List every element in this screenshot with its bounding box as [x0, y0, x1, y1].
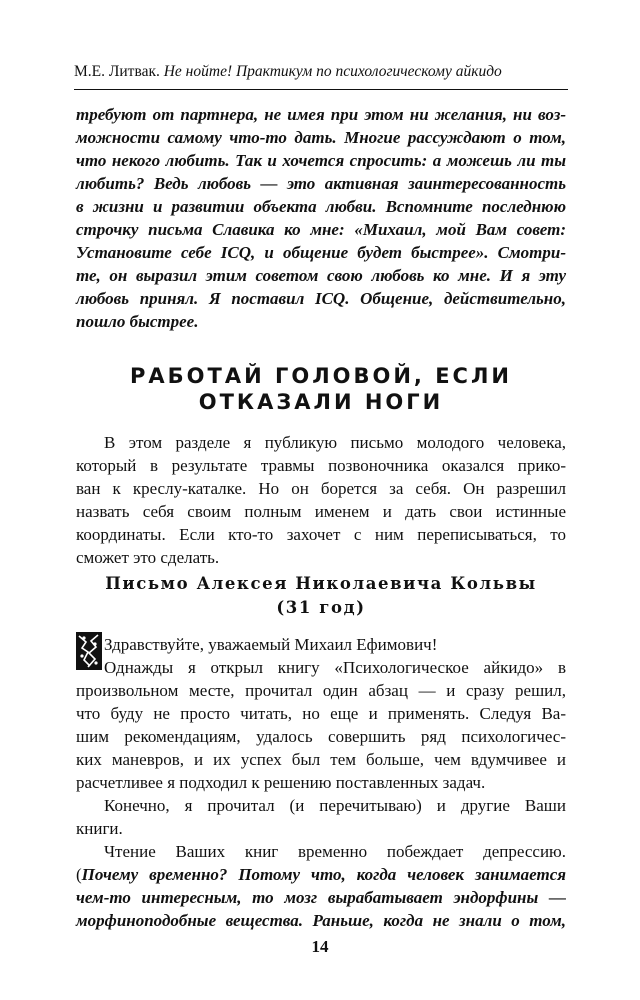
letter-heading-line: Письмо Алексея Николаевича Кольвы: [105, 574, 537, 593]
intro-line: требуют от партнера, не имея при этом ни желания, ни воз-: [76, 105, 566, 124]
intro-line: любовь принял. Я поставил ICQ. Общение, действительно,: [76, 289, 566, 308]
section-heading-line: РАБОТАЙ ГОЛОВОЙ, ЕСЛИ: [130, 364, 512, 388]
intro-line: Установите себе ICQ, и общение будет быстрее». Смотри-: [76, 243, 566, 262]
letter-line: расчетливее я подходил к решению поставленных задач.: [76, 773, 486, 792]
running-header: [74, 62, 568, 82]
section-line: назвать себя своим полным именем и дать свои истинные: [76, 502, 566, 521]
page-number: 14: [311, 937, 329, 956]
letter-line: Однажды я открыл книгу «Психологическое айкидо» в: [104, 658, 566, 677]
section-line: В этом разделе я публикую письмо молодого человека,: [104, 433, 566, 452]
letter-line: книги.: [76, 819, 123, 838]
intro-line: те, он выразил этим советом свою любовь ко мне. И я эту: [76, 266, 566, 285]
letter-italic-line: чем-то интересным, то мозг вырабатывает эндорфины —: [76, 888, 566, 907]
letter-line: что буду не просто читать, но еще и применять. Следуя Ва-: [76, 704, 566, 723]
intro-line: строчку письма Славика ко мне: «Михаил, мой Вам совет:: [76, 220, 566, 239]
letter-italic-line: морфиноподобные вещества. Раньше, когда не знали о том,: [76, 911, 566, 930]
section-heading-line: ОТКАЗАЛИ НОГИ: [198, 390, 444, 414]
letter-heading-line: (31 год): [276, 598, 366, 617]
section-line: сможет это сделать.: [76, 548, 220, 567]
letter-line: произвольном месте, прочитал один абзац — и сразу решил,: [76, 681, 566, 700]
letter-line: Конечно, я прочитал (и перечитываю) и другие Ваши: [104, 796, 566, 815]
section-line: координаты. Если кто-то захочет с ним переписываться, то: [76, 525, 566, 544]
header-rule: [74, 89, 568, 90]
letter-line: Здравствуйте, уважаемый Михаил Ефимович!: [104, 635, 438, 654]
intro-line: в жизни и развитии объекта любви. Вспомните последнюю: [76, 197, 566, 216]
section-line: который в результате травмы позвоночника оказался прико-: [76, 456, 566, 475]
intro-line: пошло быстрее.: [76, 312, 199, 331]
intro-line: что некого любить. Так и хочется спросить: а можешь ли ты: [76, 151, 566, 170]
letter-line: ких маневров, и их успех был тем больше, чем вдумчивее и: [76, 750, 566, 769]
intro-line: можности самому что-то дать. Многие рассуждают о том,: [76, 128, 566, 147]
intro-line: любить? Ведь любовь — это активная заинтересованность: [76, 174, 566, 193]
letter-italic-prefix: (: [76, 865, 82, 884]
header-book-title: Не нойте! Практикум по психологическому айкидо: [163, 63, 502, 80]
letter-line: Чтение Ваших книг временно побеждает депрессию.: [104, 842, 566, 861]
letter-italic-line: [76, 864, 566, 886]
ornament-dropcap-icon: [76, 632, 102, 670]
section-line: ван к креслу-каталке. Но он борется за себя. Он разрешил: [76, 479, 566, 498]
letter-line: шим рекомендациям, удалось совершить ряд психологичес-: [76, 727, 566, 746]
letter-italic-text: Почему временно? Потому что, когда человек занимается: [81, 865, 566, 884]
header-author: М.Е. Литвак.: [74, 63, 164, 80]
